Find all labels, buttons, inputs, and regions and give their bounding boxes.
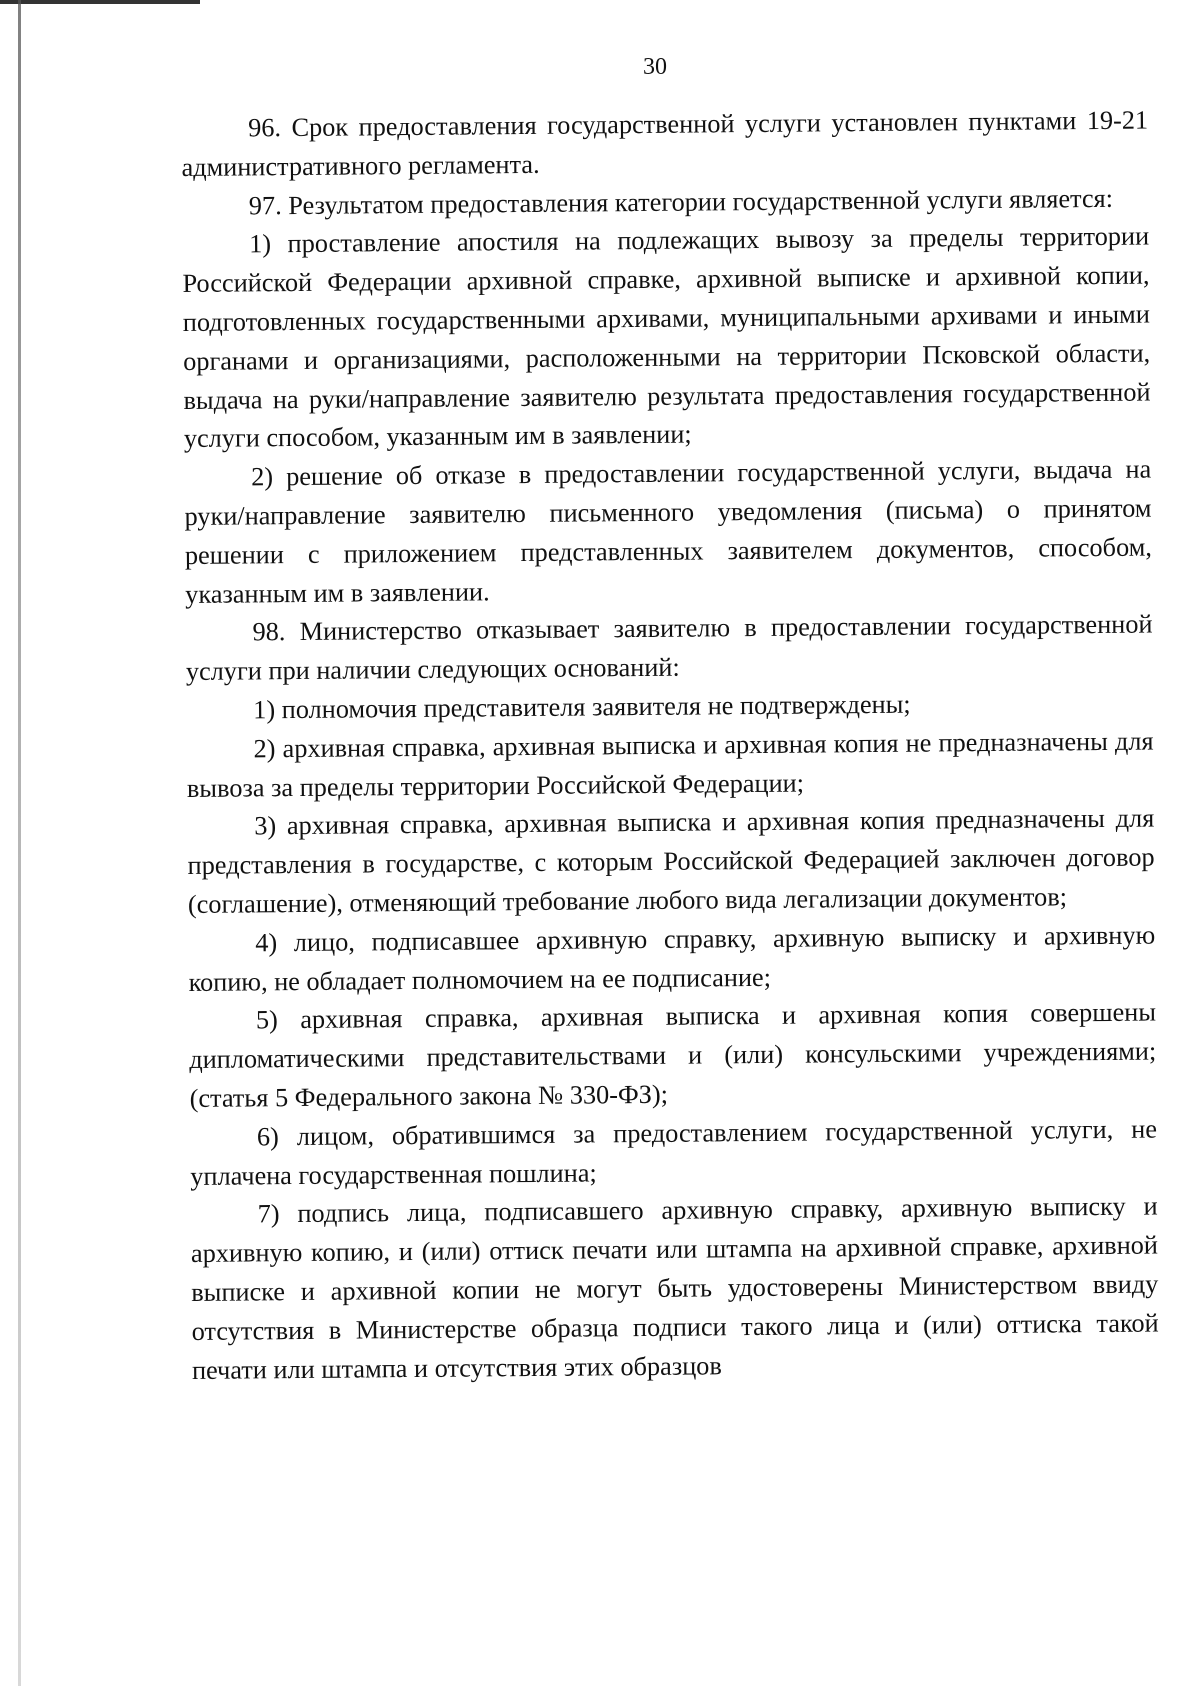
paragraph-98-item-7: 7) подпись лица, подписавшего архивную справку, архивную выписку и архивную копию, и (или) оттиск печати или штампа на архивной справке, архивной выписке и архивной копии не могут быть удостоверены Министерством ввиду отсутствия в Министерстве образца подписи такого лица и (или) оттиска такой печати или штампа и отсутствия этих образцов [190, 1191, 1159, 1385]
paragraph-98-item-3: 3) архивная справка, архивная выписка и архивная копия предназначены для представления в государстве, с которым Российской Федерацией заключен договор (соглашение), отменяющий требование любого вида легализации документов; [187, 803, 1155, 919]
paragraph-98-item-2: 2) архивная справка, архивная выписка и архивная копия не предназначены для вывоза за пределы территории Российской Федерации; [186, 726, 1154, 803]
paragraph-98-item-5: 5) архивная справка, архивная выписка и архивная копия совершены дипломатическими представительствами и (или) консульскими учреждениями; (статья 5 Федерального закона № 330-ФЗ); [189, 997, 1157, 1113]
paragraph-96: 96. Срок предоставления государственной услуги установлен пунктами 19-21 административного регламента. [181, 105, 1149, 182]
scan-artifact-left-edge [18, 0, 21, 1686]
paragraph-97: 97. Результатом предоставления категории государственной услуги является: [248, 183, 1114, 221]
paragraph-98-item-6: 6) лицом, обратившимся за предоставлением государственной услуги, не уплачена государственная пошлина; [190, 1114, 1158, 1191]
document-body [181, 102, 1159, 1391]
scan-artifact-top [0, 0, 200, 4]
paragraph-97-item-2: 2) решение об отказе в предоставлении государственной услуги, выдача на руки/направление заявителю письменного уведомления (письма) о принятом решении с приложением представленных заявителем документов, способом, указанным им в заявлении. [184, 454, 1152, 609]
paragraph-98-item-4: 4) лицо, подписавшее архивную справку, архивную выписку и архивную копию, не обладает полномочием на ее подписание; [188, 920, 1156, 997]
paragraph-98-item-1: 1) полномочия представителя заявителя не подтверждены; [253, 689, 911, 725]
paragraph-98: 98. Министерство отказывает заявителю в предоставлении государственной услуги при наличии следующих оснований: [185, 609, 1153, 687]
page-number: 30 [643, 54, 667, 80]
paragraph-97-item-1: 1) проставление апостиля на подлежащих вывозу за пределы территории Российской Федерации архивной справке, архивной выписке и архивной копии, подготовленных государственными архивами, муниципальными архивами и иными органами и организациями, расположенными на территории Псковской области, выдача на руки/направление заявителю результата предоставления государственной услуги способом, указанным им в заявлении; [182, 221, 1151, 454]
